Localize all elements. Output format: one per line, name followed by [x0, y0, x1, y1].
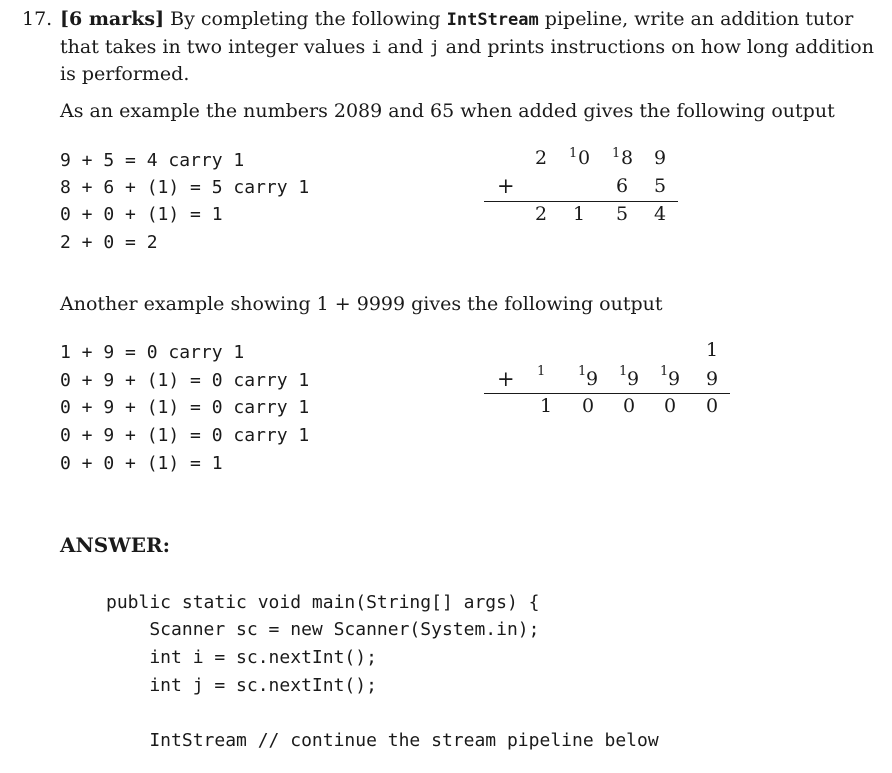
- result-digit: 0: [705, 395, 719, 417]
- example-2-step: 0 + 9 + (1) = 0 carry 1: [60, 397, 310, 418]
- result-digit: 1: [572, 203, 586, 225]
- example-1-intro: As an example the numbers 2089 and 65 when added gives the following output: [60, 100, 835, 122]
- question-text-segment: By completing the following: [164, 8, 447, 30]
- addend-bottom-digit: 9: [585, 368, 599, 390]
- variable-i: i: [371, 38, 382, 58]
- code-line: int j = sc.nextInt();: [106, 675, 377, 696]
- example-2-step: 1 + 9 = 0 carry 1: [60, 342, 245, 363]
- example-1-step: 0 + 0 + (1) = 1: [60, 204, 223, 225]
- carry-digit: 1: [537, 364, 546, 379]
- addend-bottom-digit: 9: [626, 368, 640, 390]
- carry-digit: 1: [660, 364, 669, 379]
- intstream-class-name: IntStream: [446, 10, 539, 30]
- addend-bottom-digit: 9: [667, 368, 681, 390]
- example-2-intro: Another example showing 1 + 9999 gives the following output: [60, 293, 663, 315]
- example-2-step: 0 + 0 + (1) = 1: [60, 453, 223, 474]
- result-digit: 0: [622, 395, 636, 417]
- result-digit: 1: [539, 395, 553, 417]
- addend-top-digit: 2: [534, 147, 548, 169]
- plus-sign: +: [497, 174, 515, 198]
- sum-underline: [484, 393, 730, 394]
- code-line: int i = sc.nextInt();: [106, 647, 377, 668]
- code-line: public static void main(String[] args) {: [106, 592, 540, 613]
- question-text-segment: and: [381, 36, 430, 58]
- addend-top-digit: 8: [620, 147, 634, 169]
- question-text-line-3: is performed.: [60, 63, 190, 85]
- carry-digit: 1: [619, 364, 628, 379]
- example-1-step: 8 + 6 + (1) = 5 carry 1: [60, 177, 310, 198]
- answer-heading: ANSWER:: [60, 533, 170, 557]
- addend-bottom-digit: 6: [615, 175, 629, 197]
- question-number: 17.: [22, 8, 53, 30]
- code-line: IntStream // continue the stream pipeline below: [106, 730, 659, 751]
- sum-underline: [484, 201, 678, 202]
- carry-digit: 1: [569, 146, 578, 161]
- question-marks: [6 marks]: [60, 8, 165, 30]
- plus-sign: +: [497, 367, 515, 391]
- variable-j: j: [429, 38, 440, 58]
- question-text-segment: and prints instructions on how long addition: [439, 36, 874, 58]
- code-line: Scanner sc = new Scanner(System.in);: [106, 619, 540, 640]
- example-1-step: 9 + 5 = 4 carry 1: [60, 150, 245, 171]
- result-digit: 0: [663, 395, 677, 417]
- question-text-line-1: [60, 6, 853, 34]
- result-digit: 0: [581, 395, 595, 417]
- result-digit: 5: [615, 203, 629, 225]
- question-text-segment: that takes in two integer values: [60, 36, 372, 58]
- question-text-line-2: [60, 34, 874, 62]
- question-text-segment: pipeline, write an addition tutor: [538, 8, 854, 30]
- carry-digit: 1: [578, 364, 587, 379]
- carry-digit: 1: [612, 146, 621, 161]
- addend-top-digit: 1: [705, 339, 719, 361]
- example-2-step: 0 + 9 + (1) = 0 carry 1: [60, 370, 310, 391]
- addend-bottom-digit: 9: [705, 368, 719, 390]
- addend-bottom-digit: 5: [653, 175, 667, 197]
- addend-top-digit: 0: [577, 147, 591, 169]
- result-digit: 2: [534, 203, 548, 225]
- addend-top-digit: 9: [653, 147, 667, 169]
- example-1-step: 2 + 0 = 2: [60, 232, 158, 253]
- result-digit: 4: [653, 203, 667, 225]
- example-2-step: 0 + 9 + (1) = 0 carry 1: [60, 425, 310, 446]
